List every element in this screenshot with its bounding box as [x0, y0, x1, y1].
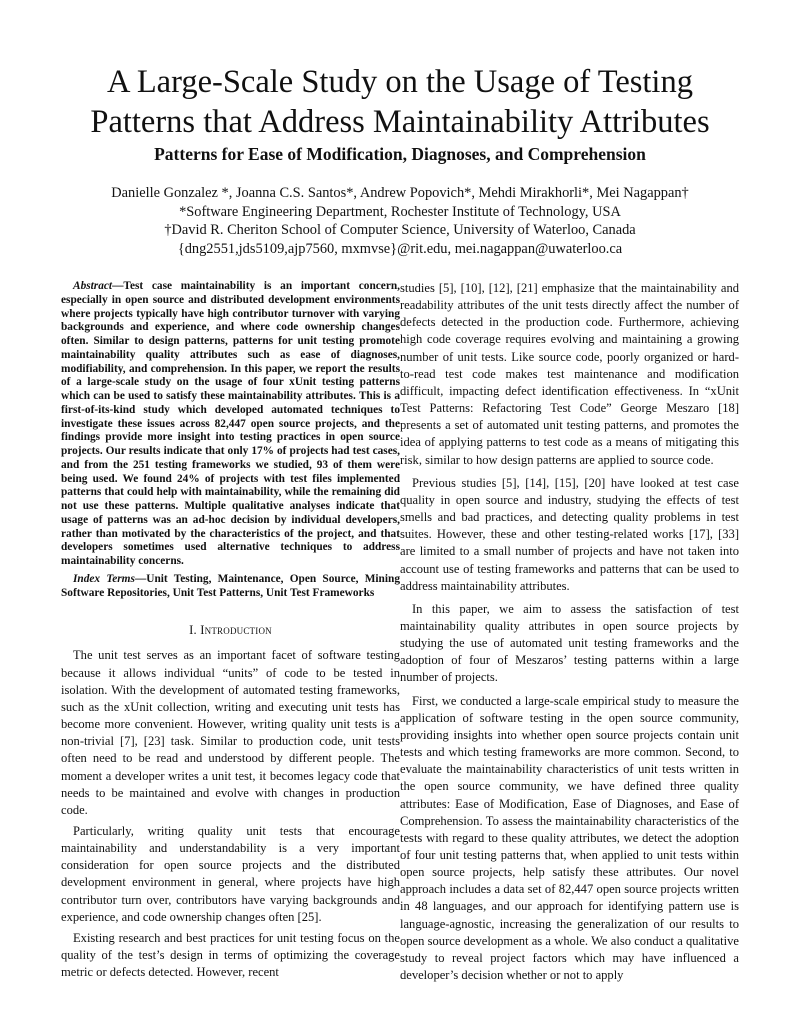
section-number: I.: [189, 623, 197, 638]
intro-paragraph-3: Existing research and best practices for unit testing focus on the quality of the test’s design in terms of optimizing the coverage metric or defects detected. However, recent: [61, 930, 400, 980]
author-emails: {dng2551,jds5109,ajp7560, mxmvse}@rit.edu, mei.nagappan@uwaterloo.ca: [177, 240, 623, 257]
intro-paragraph-1: The unit test serves as an important facet of software testing because it allows individual “units” of code to be tested in isolation. With the development of automated testing frameworks, such as the xUnit collection, writing and executing unit tests has become more convenient. However, writing quality unit tests is a non-trivial [7], [23] task. Similar to production code, unit tests often need to be read and understood by different people. The moment a developer writes a unit test, it becomes legacy code that needs to be maintained and evolve with changes in production code.: [61, 648, 400, 817]
body-paragraph-1: studies [5], [10], [12], [21] emphasize that the maintainability and readability attributes of the unit tests directly affect the number of defects detected in the production code. Furthermore, achieving high code coverage requires evolving and maintaining a growing number of unit tests. Like source code, poorly organized or hard-to-read test code makes test maintenance and modification difficult, impacting defect identification effectiveness. In “xUnit Test Patterns: Refactoring Test Code” George Meszaro [18] presents a set of automated unit testing patterns, and promotes the idea of applying patterns to test code as a means of mitigating this risk, similar to how design patterns are applied to source code.: [400, 281, 739, 467]
section-heading-introduction: [61, 622, 400, 639]
abstract-text: —Test case maintainability is an important concern, especially in open source and distributed development environments where projects typically have high contributor turnover with varying backgrounds and experience, and where code ownership changes often. Similar to design patterns, patterns for unit testing promote maintainability quality attributes such as ease of diagnoses, modifiability, and comprehension. In this paper, we report the results of a large-scale study on the usage of four xUnit testing patterns which can be used to satisfy these maintainability attributes. This is a first-of-its-kind study which developed automated techniques to investigate these issues across 82,447 open source projects, and the findings provide more insight into testing practices in open source projects. Our results indicate that only 17% of projects had test cases, and from the 251 testing frameworks we studied, 93 of them were being used. We found 24% of projects with test files implemented patterns that could help with maintainability, while the remaining did not use these patterns. Multiple qualitative analyses indicate that usage of patterns was an ad-hoc decision by individual developers, rather than motivated by the characteristics of the project, and that developers sometimes used alternative techniques to address maintainability concerns.: [61, 280, 400, 567]
body-paragraph-4: First, we conducted a large-scale empirical study to measure the application of software testing in the open source community, providing insights into whether open source projects contain unit tests and which testing frameworks are more common. Second, to evaluate the maintainability characteristics of unit tests written in the open source community, we have defined three quality attributes: Ease of Modification, Ease of Diagnoses, and Ease of Comprehension. To assess the maintainability characteristics of the tests with regard to these quality attributes, we detect the adoption of four unit testing patterns that, when applied to unit tests within open source projects, help satisfy these attributes. Our novel approach includes a data set of 82,447 open source projects written in 48 languages, and our approach for identifying pattern use is language-agnostic, increasing the generalization of our results to open source development as a whole. We also conduct a qualitative study to reveal project factors which may have influenced a developer’s decision whether or not to apply: [400, 693, 739, 983]
authors-line: Danielle Gonzalez *, Joanna C.S. Santos*, Andrew Popovich*, Mehdi Mirakhorli*, Mei Nagappan†: [111, 185, 689, 201]
affiliation-rit: *Software Engineering Department, Rochester Institute of Technology, USA: [179, 203, 621, 220]
paper-title: [40, 62, 760, 142]
title-line-2: Patterns that Address Maintainability Attributes: [90, 104, 710, 140]
right-column: [400, 280, 739, 990]
index-terms: [61, 573, 400, 601]
index-terms-text: —Unit Testing, Maintenance, Open Source, Mining Software Repositories, Unit Test Patterns, Unit Test Frameworks: [61, 572, 400, 599]
body-paragraph-3: In this paper, we aim to assess the satisfaction of test maintainability quality attributes in open source projects by studying the use of automated unit testing frameworks and the adoption of four of Meszaros’ testing patterns within a large number of projects.: [400, 601, 739, 685]
body-paragraph-2: Previous studies [5], [14], [15], [20] have looked at test case quality in open source and industry, studying the effects of test smells and bad practices, and detecting quality problems in test suites. However, these and other testing-related works [17], [33] are limited to a small number of projects and have not taken into account use of testing frameworks and patterns that can be used to address maintainability attributes.: [400, 475, 739, 593]
left-column: [61, 280, 400, 985]
paper-subtitle: Patterns for Ease of Modification, Diagnoses, and Comprehension: [154, 144, 646, 164]
author-block: [40, 184, 760, 258]
abstract-label: Abstract: [73, 280, 113, 292]
section-title: Introduction: [200, 623, 272, 638]
title-line-1: A Large-Scale Study on the Usage of Testing: [107, 64, 693, 100]
affiliation-waterloo: †David R. Cheriton School of Computer Science, University of Waterloo, Canada: [164, 222, 636, 239]
intro-paragraph-2: Particularly, writing quality unit tests that encourage maintainability and understandability is a very important consideration for open source projects and the distributed development environment in general, where projects have high contributor turn over, contributors have varying backgrounds and experience, and code ownership changes often [25].: [61, 823, 400, 924]
index-terms-label: Index Terms: [73, 572, 135, 585]
abstract: [61, 280, 400, 569]
